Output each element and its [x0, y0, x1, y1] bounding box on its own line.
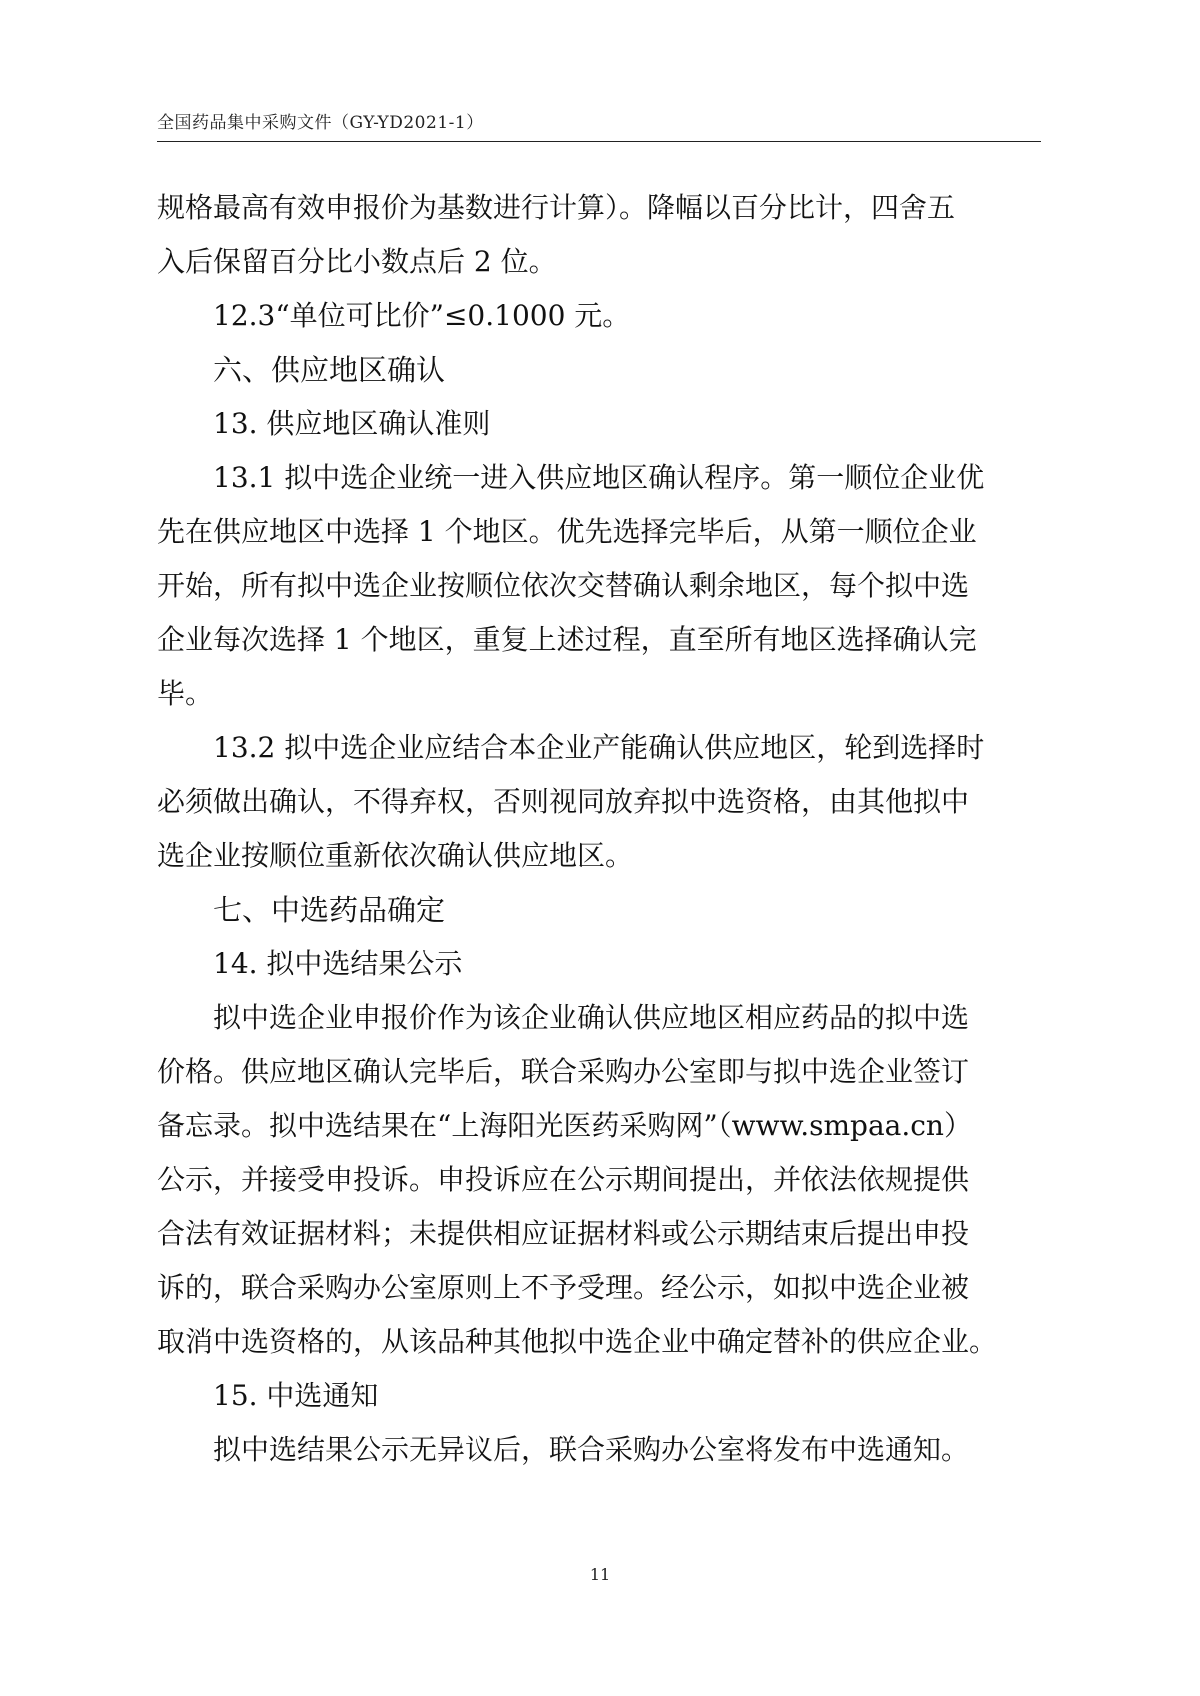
section-heading-7: 七、中选药品确定	[213, 893, 446, 927]
paragraph-15: 拟中选结果公示无异议后，联合采购办公室将发布中选通知。	[213, 1433, 970, 1466]
page-number: 11	[589, 1565, 611, 1584]
paragraph-price-calculation: 规格最高有效申报价为基数进行计算）。降幅以百分比计，四舍五 入后保留百分比小数点后 2 位。	[157, 191, 956, 278]
paragraph-13-1: 13.1 拟中选企业统一进入供应地区确认程序。第一顺位企业优 先在供应地区中选择 1 个地区。优先选择完毕后，从第一顺位企业 开始，所有拟中选企业按顺位依次交替确认剩余地区，每个拟中选 企业每次选择 1 个地区，重复上述过程，直至所有地区选择确认完 毕。	[157, 461, 985, 710]
subheading-14: 14. 拟中选结果公示	[213, 947, 463, 980]
paragraph-14: 拟中选企业申报价作为该企业确认供应地区相应药品的拟中选 价格。供应地区确认完毕后，联合采购办公室即与拟中选企业签订 备忘录。拟中选结果在“上海阳光医药采购网”（www.smpaa.cn） 公示，并接受申投诉。申投诉应在公示期间提出，并依法依规提供 合法有效证据材料；未提供相应证据材料或公示期结束后提出申投 诉的，联合采购办公室原则上不予受理。经公示，如拟中选企业被 取消中选资格的，从该品种其他拟中选企业中确定替补的供应企业。	[157, 1001, 998, 1358]
paragraph-12-3: 12.3“单位可比价”≤0.1000 元。	[213, 299, 631, 332]
document-body	[157, 181, 1041, 1477]
section-heading-6: 六、供应地区确认	[213, 353, 446, 387]
subheading-13: 13. 供应地区确认准则	[213, 407, 491, 440]
subheading-15: 15. 中选通知	[213, 1379, 379, 1412]
header-divider	[157, 141, 1041, 142]
document-header-title: 全国药品集中采购文件（GY-YD2021-1）	[157, 113, 484, 133]
paragraph-13-2: 13.2 拟中选企业应结合本企业产能确认供应地区，轮到选择时 必须做出确认，不得弃权，否则视同放弃拟中选资格，由其他拟中 选企业按顺位重新依次确认供应地区。	[157, 731, 985, 872]
